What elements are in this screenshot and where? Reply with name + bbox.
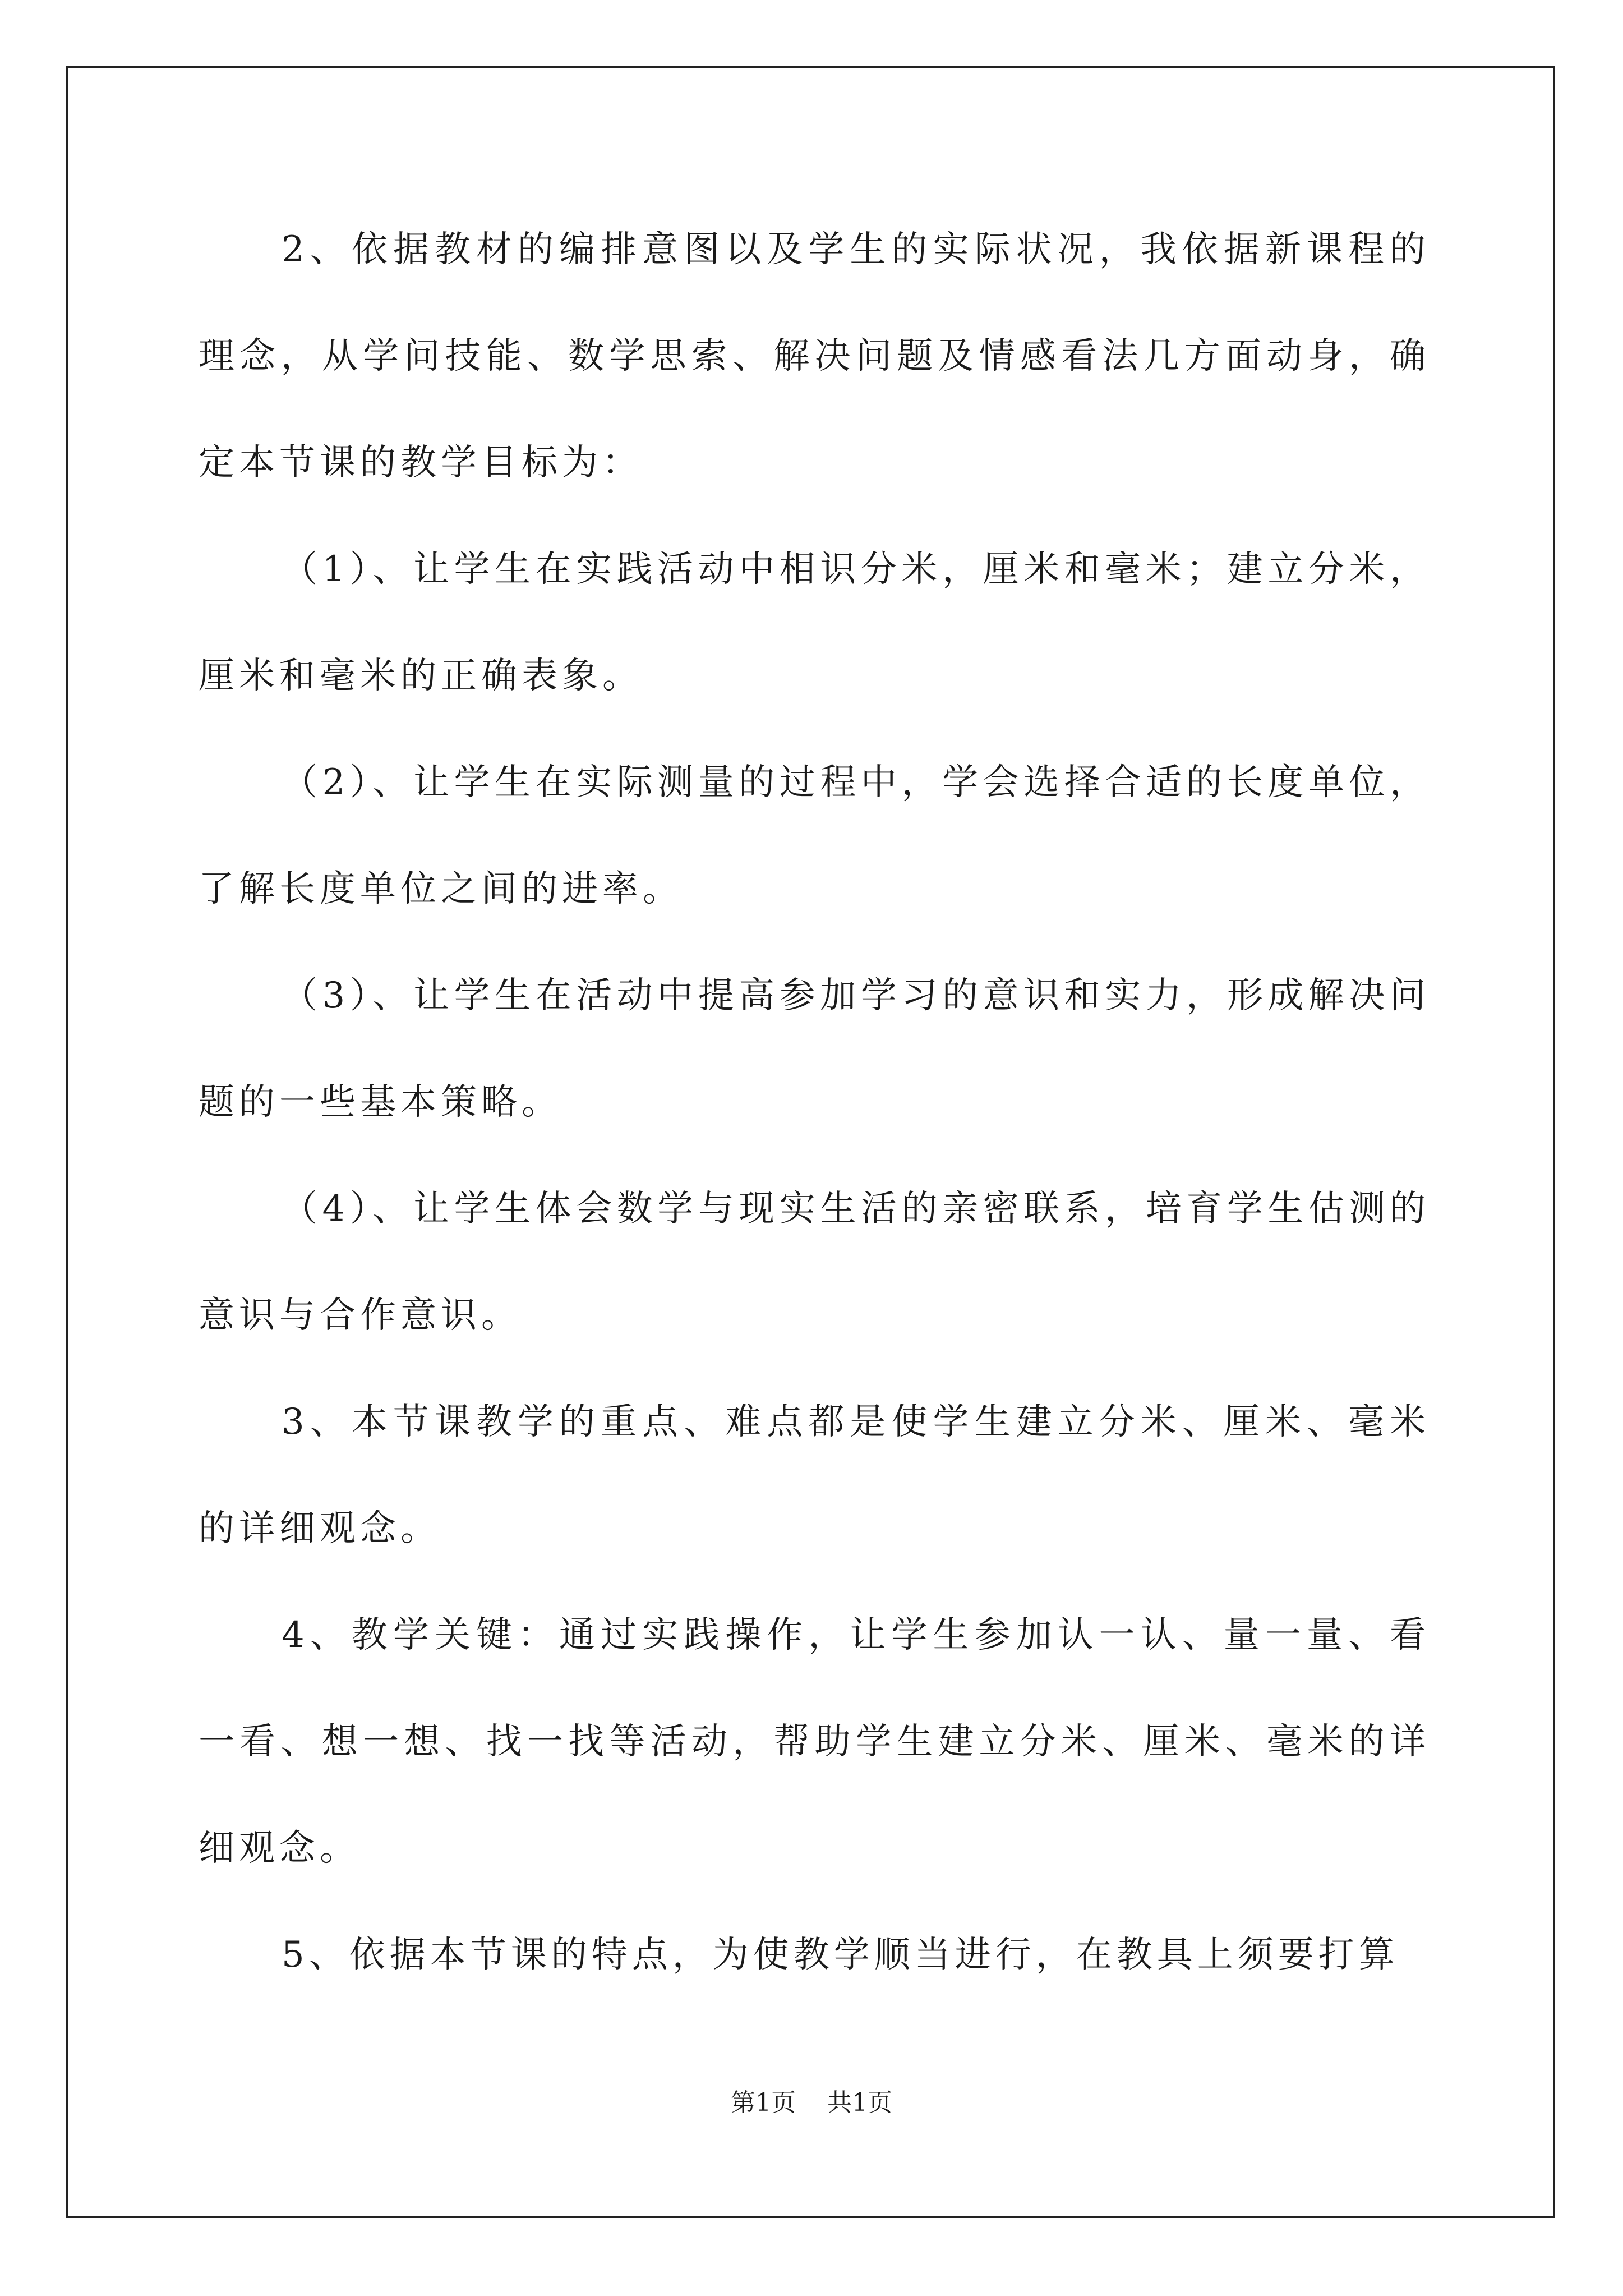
- page-number: 第1页: [731, 2088, 796, 2117]
- paragraph-objective-4: （4）、让学生体会数学与现实生活的亲密联系，培育学生估测的意识与合作意识。: [199, 1188, 1430, 1336]
- page-total: 共1页: [827, 2088, 892, 2117]
- paragraph-teaching-aids: 5、依据本节课的特点，为使教学顺当进行，在教具上须要打算: [282, 1934, 1399, 1976]
- paragraph-teaching-key: 4、教学关键：通过实践操作，让学生参加认一认、量一量、看一看、想一想、找一找等活动，帮助学生建立分米、厘米、毫米的详细观念。: [199, 1614, 1430, 1869]
- document-body: [199, 196, 1430, 2008]
- paragraph-objective-1: （1）、让学生在实践活动中相识分米，厘米和毫米；建立分米，厘米和毫米的正确表象。: [199, 549, 1430, 697]
- paragraph-objective-3: （3）、让学生在活动中提高参加学习的意识和实力，形成解决问题的一些基本策略。: [199, 975, 1430, 1123]
- paragraph-objectives-intro: 2、依据教材的编排意图以及学生的实际状况，我依据新课程的理念，从学问技能、数学思索、解决问题及情感看法几方面动身，确定本节课的教学目标为：: [199, 229, 1430, 484]
- page-footer: [0, 2082, 1623, 2118]
- paragraph-key-difficulty: 3、本节课教学的重点、难点都是使学生建立分米、厘米、毫米的详细观念。: [199, 1401, 1430, 1549]
- paragraph-objective-2: （2）、让学生在实际测量的过程中，学会选择合适的长度单位，了解长度单位之间的进率。: [199, 762, 1430, 910]
